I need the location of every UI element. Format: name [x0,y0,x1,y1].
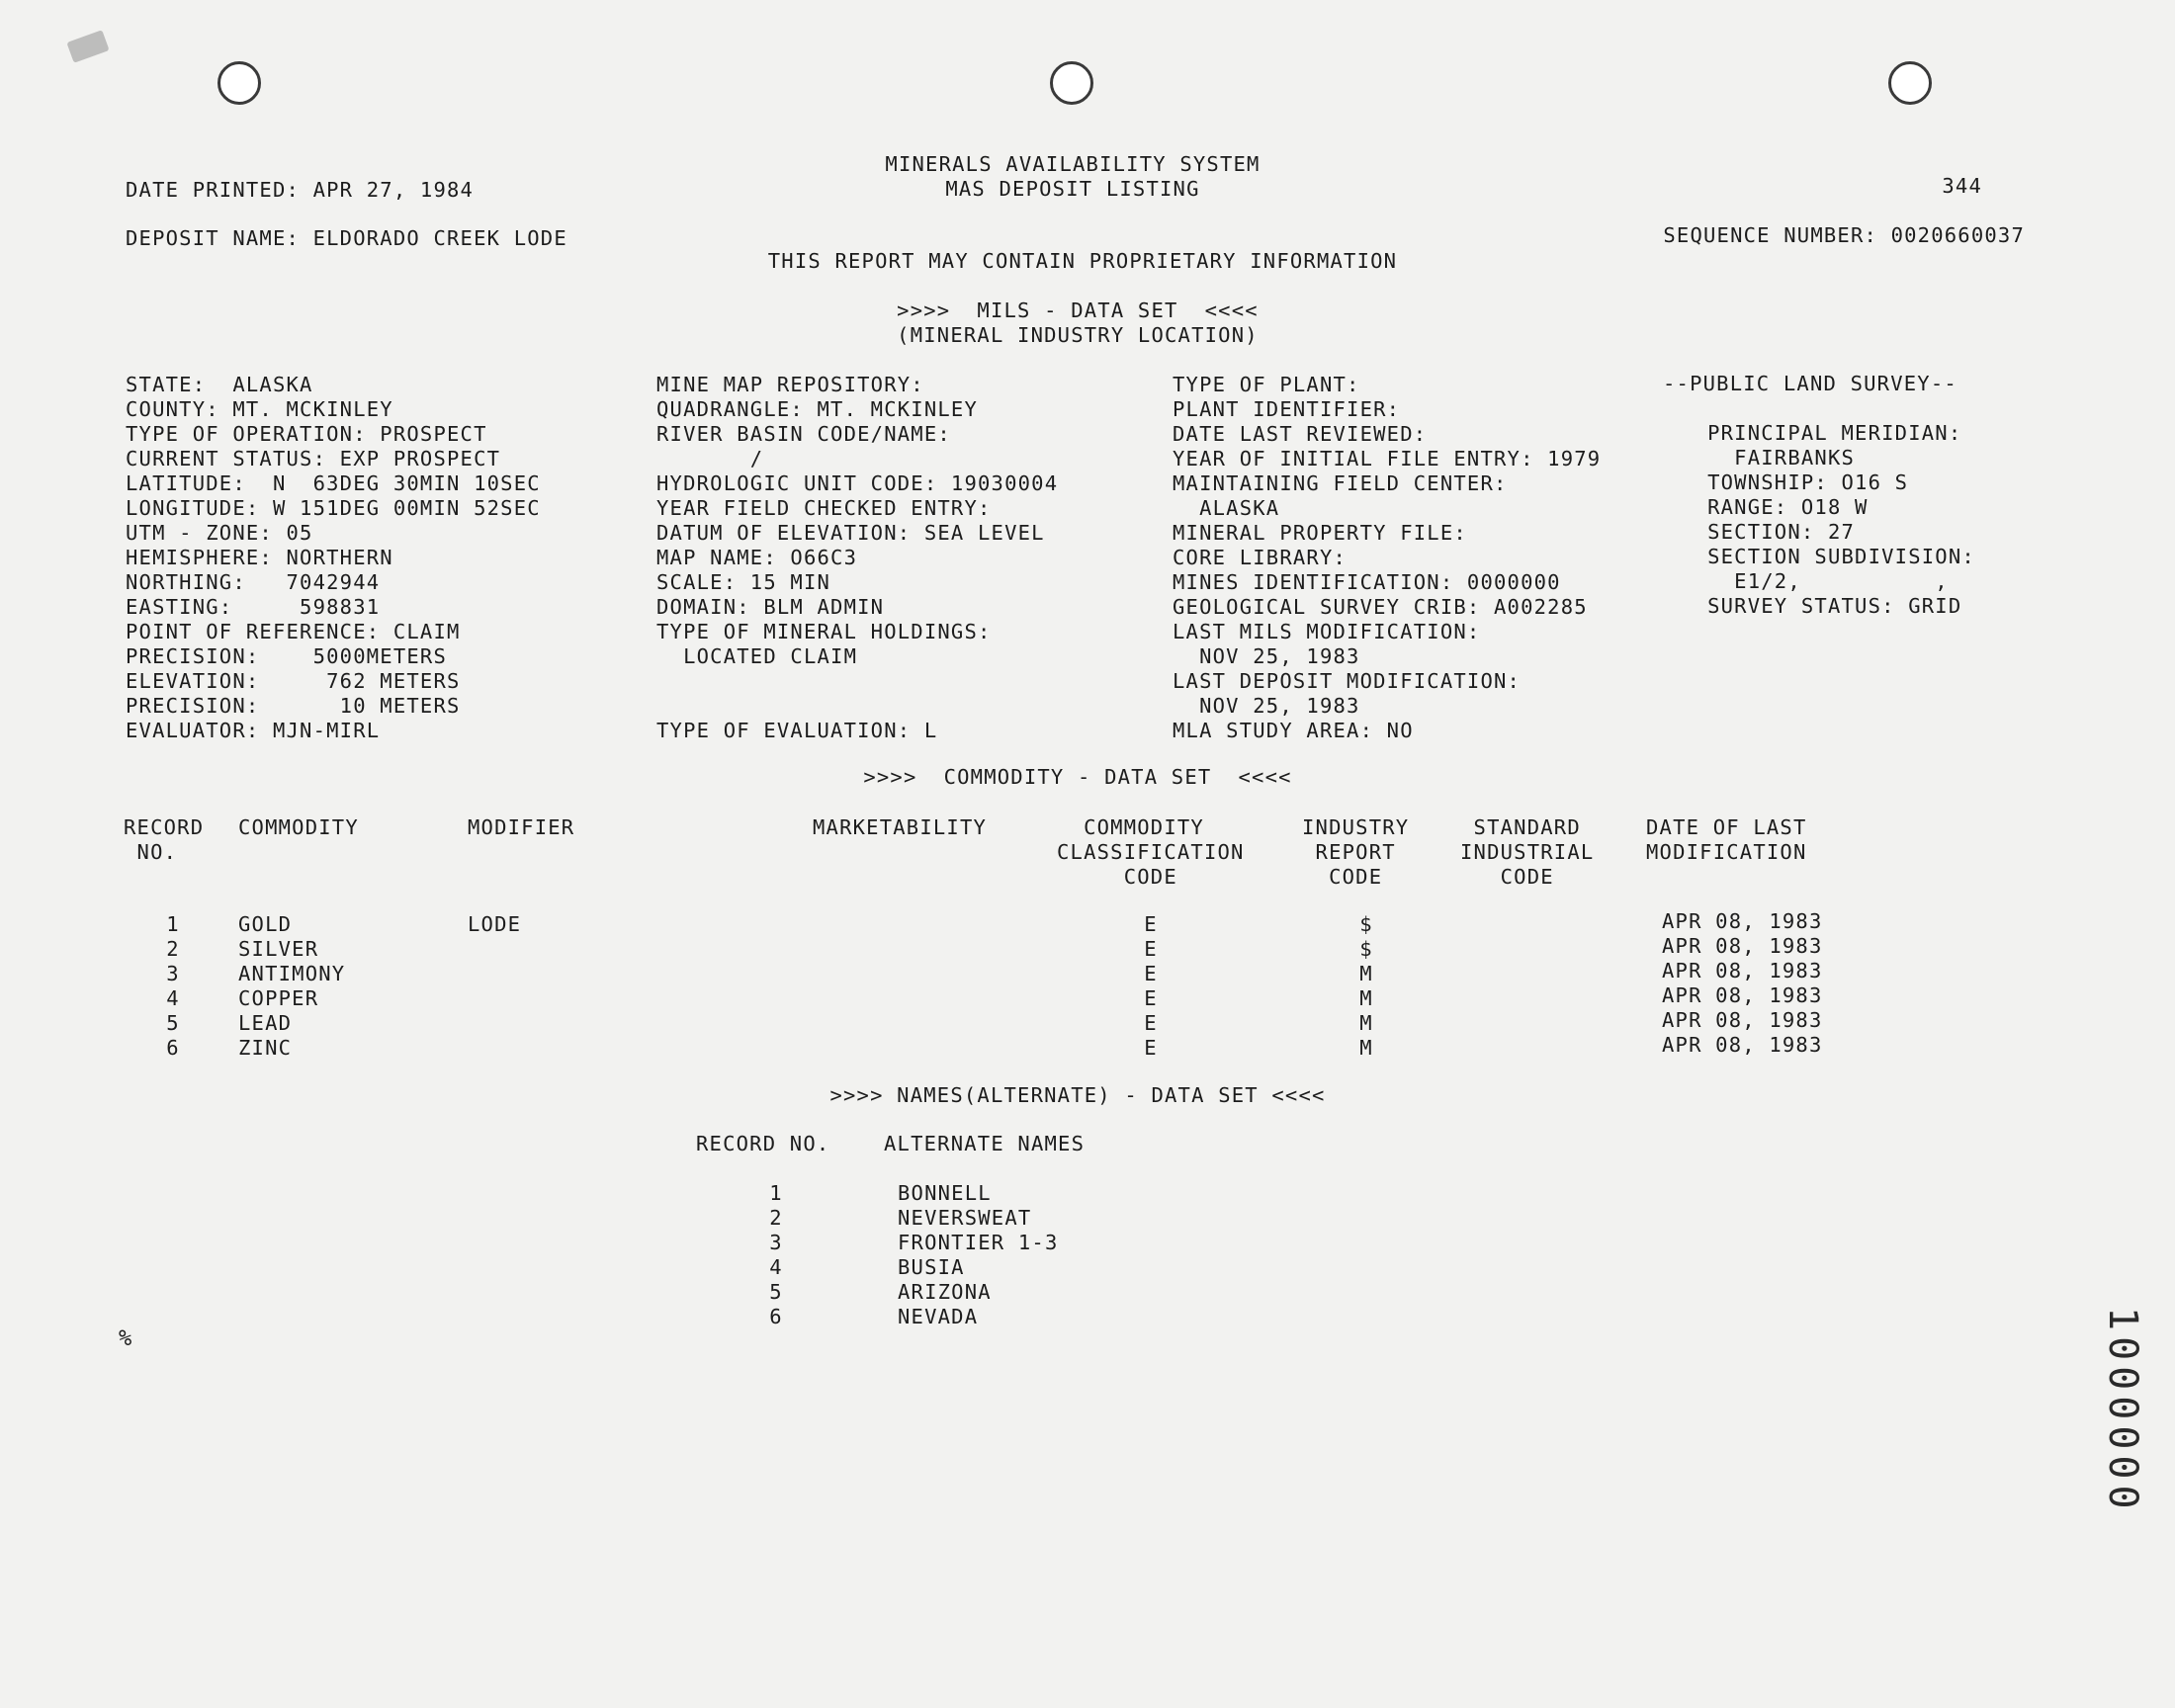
operation-type-field: TYPE OF OPERATION: PROSPECT [126,422,487,446]
initial-file-entry-field: YEAR OF INITIAL FILE ENTRY: 1979 [1173,447,1602,470]
alternate-record-no: 2 [769,1206,783,1230]
commodity-name-header: COMMODITY [238,815,359,839]
latitude-field: LATITUDE: N 63DEG 30MIN 10SEC [126,471,541,495]
field-center-field: MAINTAINING FIELD CENTER: [1173,471,1508,495]
commodity-record-no: 6 [166,1036,180,1060]
industry-report-code: M [1359,1011,1373,1035]
commodity-name: ZINC [238,1036,293,1060]
utm-zone-field: UTM - ZONE: 05 [126,521,313,545]
last-deposit-modification-field: LAST DEPOSIT MODIFICATION: [1173,669,1522,693]
binder-hole-right [1888,61,1932,105]
commodity-record-no: 1 [166,912,180,936]
alternate-name: BUSIA [898,1255,965,1279]
alternate-name: ARIZONA [898,1280,992,1304]
elevation-precision-field: PRECISION: 10 METERS [126,694,461,718]
commodity-record-header: RECORD NO. [124,815,205,864]
mine-map-repository-field: MINE MAP REPOSITORY: [656,373,924,396]
deposit-name: DEPOSIT NAME: ELDORADO CREEK LODE [126,226,567,250]
core-library-field: CORE LIBRARY: [1173,546,1348,569]
alternate-record-no: 6 [769,1305,783,1328]
datum-of-elevation-field: DATUM OF ELEVATION: SEA LEVEL [656,521,1045,545]
alternate-name: NEVADA [898,1305,979,1328]
commodity-name: SILVER [238,937,319,961]
industry-report-code: M [1359,986,1373,1010]
system-title: MINERALS AVAILABILITY SYSTEM [885,152,1261,176]
commodity-class-code: E [1144,1011,1158,1035]
industry-report-code: M [1359,1036,1373,1060]
alternate-names-header: ALTERNATE NAMES [884,1132,1086,1155]
commodity-record-no: 3 [166,962,180,985]
commodity-record-no: 4 [166,986,180,1010]
alternate-name: NEVERSWEAT [898,1206,1032,1230]
mineral-property-file-field: MINERAL PROPERTY FILE: [1173,521,1467,545]
hydrologic-unit-field: HYDROLOGIC UNIT CODE: 19030004 [656,471,1059,495]
modification-date: APR 08, 1983 [1662,1033,1823,1057]
domain-field: DOMAIN: BLM ADMIN [656,595,885,619]
quadrangle-field: QUADRANGLE: MT. MCKINLEY [656,397,979,421]
alternate-record-no: 1 [769,1181,783,1205]
plant-identifier-field: PLANT IDENTIFIER: [1173,397,1401,421]
commodity-class-code: E [1144,986,1158,1010]
alternate-record-no: 4 [769,1255,783,1279]
year-field-checked-field: YEAR FIELD CHECKED ENTRY: [656,496,992,520]
date-last-reviewed-field: DATE LAST REVIEWED: [1173,422,1428,446]
last-deposit-modification-value: NOV 25, 1983 [1173,694,1360,718]
commodity-heading: >>>> COMMODITY - DATA SET <<<< [863,765,1292,789]
alternate-record-no: 5 [769,1280,783,1304]
sequence-number: SEQUENCE NUMBER: 0020660037 [1663,223,2025,247]
northing-field: NORTHING: 7042944 [126,570,381,594]
commodity-record-no: 5 [166,1011,180,1035]
range-field: RANGE: O18 W [1681,495,1869,519]
river-basin-field: RIVER BASIN CODE/NAME: [656,422,951,446]
modification-date: APR 08, 1983 [1662,959,1823,982]
binder-hole-left [218,61,261,105]
section-subdivision-field: SECTION SUBDIVISION: [1681,545,1975,568]
industry-report-header: INDUSTRY REPORT CODE [1302,815,1410,889]
mines-identification-field: MINES IDENTIFICATION: 0000000 [1173,570,1561,594]
mla-study-area-field: MLA STUDY AREA: NO [1173,719,1414,742]
public-land-survey-heading: --PUBLIC LAND SURVEY-- [1663,372,1958,395]
hemisphere-field: HEMISPHERE: NORTHERN [126,546,393,569]
alternate-name: BONNELL [898,1181,992,1205]
commodity-marketability-header: MARKETABILITY [813,815,988,839]
principal-meridian-value: FAIRBANKS [1681,446,1856,470]
binder-hole-center [1050,61,1093,105]
mineral-holdings-value: LOCATED CLAIM [656,644,858,668]
mils-subheading: (MINERAL INDUSTRY LOCATION) [897,323,1259,347]
commodity-name: GOLD [238,912,293,936]
principal-meridian-field: PRINCIPAL MERIDIAN: [1681,421,1962,445]
industry-report-code: M [1359,962,1373,985]
corner-smudge [66,30,109,63]
point-of-reference-field: POINT OF REFERENCE: CLAIM [126,620,461,643]
longitude-field: LONGITUDE: W 151DEG 00MIN 52SEC [126,496,541,520]
township-field: TOWNSHIP: O16 S [1681,470,1909,494]
date-last-modification-header: DATE OF LAST MODIFICATION [1646,815,1807,864]
listing-title: MAS DEPOSIT LISTING [945,177,1200,201]
section-field: SECTION: 27 [1681,520,1856,544]
modification-date: APR 08, 1983 [1662,1008,1823,1032]
survey-crib-field: GEOLOGICAL SURVEY CRIB: A002285 [1173,595,1588,619]
state-field: STATE: ALASKA [126,373,313,396]
proprietary-notice: THIS REPORT MAY CONTAIN PROPRIETARY INFORMATION [767,249,1398,273]
map-name-field: MAP NAME: O66C3 [656,546,858,569]
commodity-name: COPPER [238,986,319,1010]
page-number: 344 [1942,174,1982,198]
evaluator-field: EVALUATOR: MJN-MIRL [126,719,381,742]
modification-date: APR 08, 1983 [1662,909,1823,933]
river-basin-value: / [656,447,764,470]
date-printed: DATE PRINTED: APR 27, 1984 [126,178,475,202]
survey-status-field: SURVEY STATUS: GRID [1681,594,1962,618]
section-subdivision-value: E1/2, , [1681,569,1949,593]
commodity-class-code: E [1144,912,1158,936]
alternate-record-no: 3 [769,1231,783,1254]
commodity-name: ANTIMONY [238,962,346,985]
commodity-classification-header: COMMODITY CLASSIFICATION CODE [1057,815,1245,889]
commodity-name: LEAD [238,1011,293,1035]
commodity-class-code: E [1144,937,1158,961]
evaluation-type-field: TYPE OF EVALUATION: L [656,719,938,742]
industry-report-code: $ [1359,937,1373,961]
commodity-record-no: 2 [166,937,180,961]
standard-industrial-header: STANDARD INDUSTRIAL CODE [1460,815,1595,889]
mineral-holdings-field: TYPE OF MINERAL HOLDINGS: [656,620,992,643]
scale-field: SCALE: 15 MIN [656,570,831,594]
commodity-class-code: E [1144,962,1158,985]
easting-field: EASTING: 598831 [126,595,381,619]
precision-field: PRECISION: 5000METERS [126,644,448,668]
names-heading: >>>> NAMES(ALTERNATE) - DATA SET <<<< [829,1083,1326,1107]
side-frame-code: 1000000 [2100,1307,2145,1515]
current-status-field: CURRENT STATUS: EXP PROSPECT [126,447,501,470]
last-mils-modification-field: LAST MILS MODIFICATION: [1173,620,1481,643]
commodity-modifier: LODE [468,912,522,936]
percent-mark: % [119,1326,132,1351]
field-center-value: ALASKA [1173,496,1280,520]
modification-date: APR 08, 1983 [1662,934,1823,958]
county-field: COUNTY: MT. MCKINLEY [126,397,393,421]
commodity-modifier-header: MODIFIER [468,815,575,839]
plant-type-field: TYPE OF PLANT: [1173,373,1360,396]
commodity-class-code: E [1144,1036,1158,1060]
last-mils-modification-value: NOV 25, 1983 [1173,644,1360,668]
mils-heading: >>>> MILS - DATA SET <<<< [897,299,1259,322]
modification-date: APR 08, 1983 [1662,983,1823,1007]
alternate-name: FRONTIER 1-3 [898,1231,1059,1254]
names-record-header: RECORD NO. [696,1132,830,1155]
industry-report-code: $ [1359,912,1373,936]
elevation-field: ELEVATION: 762 METERS [126,669,461,693]
